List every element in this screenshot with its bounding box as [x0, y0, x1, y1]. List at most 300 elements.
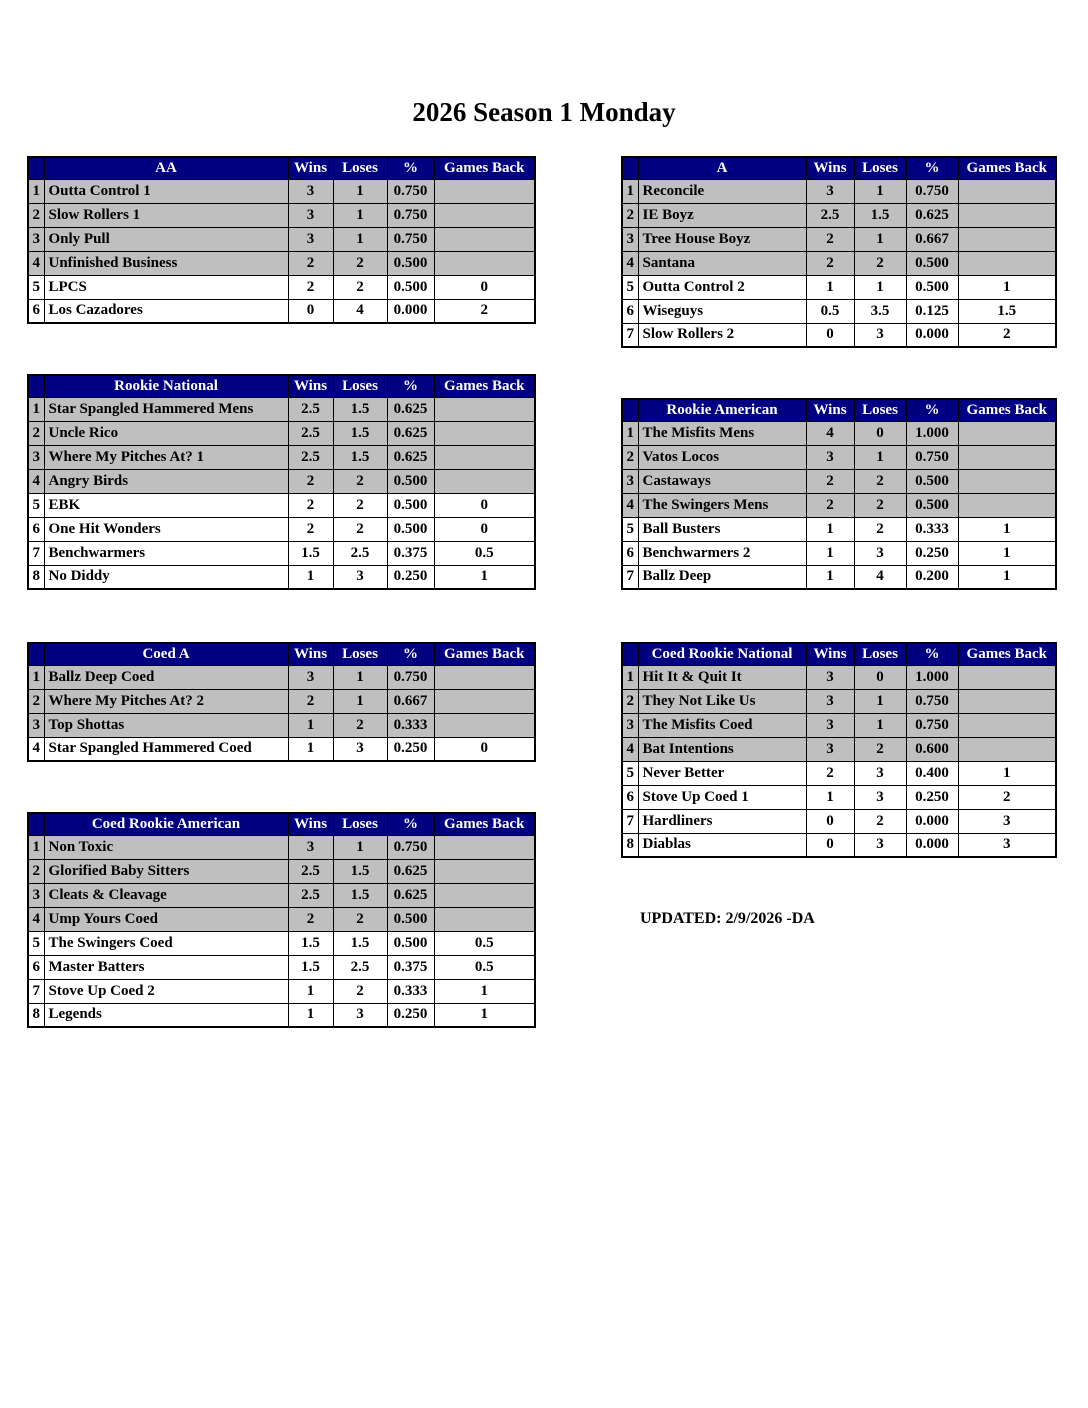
rank-cell: 4 [622, 737, 638, 761]
standings-table-rookie-american [621, 398, 1057, 590]
rank-cell: 2 [28, 421, 44, 445]
games-back-cell: 2 [434, 299, 535, 323]
loses-cell: 3 [854, 833, 906, 857]
loses-cell: 1 [333, 665, 387, 689]
team-name: Cleats & Cleavage [44, 883, 288, 907]
rank-cell: 8 [28, 565, 44, 589]
team-name: Outta Control 2 [638, 275, 806, 299]
table-row [28, 689, 535, 713]
table-row [28, 713, 535, 737]
loses-cell: 3 [854, 761, 906, 785]
rank-header-cell [622, 399, 638, 421]
table-row [622, 665, 1056, 689]
pct-cell: 0.375 [387, 955, 434, 979]
rank-cell: 4 [28, 469, 44, 493]
pct-cell: 0.625 [387, 445, 434, 469]
games-back-cell [958, 665, 1056, 689]
rank-cell: 3 [28, 713, 44, 737]
table-row [622, 541, 1056, 565]
table-row [28, 421, 535, 445]
team-name: Angry Birds [44, 469, 288, 493]
rank-cell: 1 [622, 421, 638, 445]
table-row [622, 689, 1056, 713]
loses-header: Loses [333, 643, 387, 665]
team-name: The Misfits Mens [638, 421, 806, 445]
games-back-cell [434, 251, 535, 275]
wins-cell: 1.5 [288, 931, 333, 955]
rank-header-cell [28, 813, 44, 835]
wins-cell: 3 [288, 203, 333, 227]
loses-cell: 2 [854, 517, 906, 541]
loses-cell: 1.5 [333, 397, 387, 421]
wins-cell: 1 [806, 517, 854, 541]
table-row [28, 469, 535, 493]
games-back-cell [434, 665, 535, 689]
pct-cell: 0.000 [906, 809, 958, 833]
loses-cell: 1 [333, 689, 387, 713]
rank-cell: 4 [622, 251, 638, 275]
table-row [28, 907, 535, 931]
rank-cell: 5 [28, 931, 44, 955]
loses-cell: 1 [854, 275, 906, 299]
pct-cell: 0.500 [387, 517, 434, 541]
wins-cell: 2 [806, 761, 854, 785]
pct-cell: 0.500 [387, 493, 434, 517]
pct-cell: 0.750 [906, 445, 958, 469]
games-back-cell [958, 493, 1056, 517]
table-row [622, 275, 1056, 299]
wins-cell: 2 [288, 907, 333, 931]
games-back-cell [434, 445, 535, 469]
table-row [28, 493, 535, 517]
wins-cell: 1 [288, 979, 333, 1003]
pct-header: % [906, 643, 958, 665]
table-row [622, 833, 1056, 857]
division-name: AA [44, 157, 288, 179]
rank-cell: 3 [28, 445, 44, 469]
team-name: Top Shottas [44, 713, 288, 737]
table-row [28, 541, 535, 565]
table-row [28, 737, 535, 761]
wins-cell: 2 [288, 517, 333, 541]
pct-cell: 0.500 [387, 275, 434, 299]
loses-cell: 1 [854, 445, 906, 469]
table-row [622, 809, 1056, 833]
games-back-cell [434, 227, 535, 251]
table-row [622, 469, 1056, 493]
team-name: Ballz Deep Coed [44, 665, 288, 689]
rank-cell: 6 [622, 541, 638, 565]
header-row [622, 399, 1056, 421]
pct-cell: 0.625 [387, 883, 434, 907]
wins-cell: 1 [288, 737, 333, 761]
rank-header-cell [28, 643, 44, 665]
table-row [28, 665, 535, 689]
rank-header-cell [28, 157, 44, 179]
pct-cell: 0.500 [906, 493, 958, 517]
games-back-cell [958, 737, 1056, 761]
rank-cell: 8 [28, 1003, 44, 1027]
rank-cell: 2 [28, 859, 44, 883]
table-row [28, 517, 535, 541]
pct-header: % [906, 399, 958, 421]
wins-cell: 1 [806, 541, 854, 565]
pct-cell: 0.400 [906, 761, 958, 785]
pct-header: % [387, 813, 434, 835]
team-name: Diablas [638, 833, 806, 857]
table-row [28, 397, 535, 421]
table-row [28, 251, 535, 275]
table-row [28, 275, 535, 299]
loses-header: Loses [854, 157, 906, 179]
pct-cell: 0.000 [387, 299, 434, 323]
rank-cell: 6 [28, 517, 44, 541]
pct-cell: 0.750 [387, 179, 434, 203]
wins-cell: 2.5 [288, 859, 333, 883]
table-row [28, 859, 535, 883]
table-row [28, 565, 535, 589]
wins-cell: 1 [806, 275, 854, 299]
standings-table-aa [27, 156, 536, 324]
table-row [622, 565, 1056, 589]
loses-cell: 1.5 [333, 859, 387, 883]
pct-cell: 0.500 [387, 931, 434, 955]
wins-header: Wins [288, 375, 333, 397]
team-name: Unfinished Business [44, 251, 288, 275]
loses-cell: 3 [854, 541, 906, 565]
table-row [28, 445, 535, 469]
team-name: Castaways [638, 469, 806, 493]
team-name: Only Pull [44, 227, 288, 251]
wins-cell: 2 [288, 251, 333, 275]
wins-cell: 3 [806, 179, 854, 203]
team-name: Ump Yours Coed [44, 907, 288, 931]
games-back-cell [958, 203, 1056, 227]
games-back-cell [958, 469, 1056, 493]
standings-table-coed-rookie-national [621, 642, 1057, 858]
team-name: Reconcile [638, 179, 806, 203]
wins-cell: 0 [288, 299, 333, 323]
loses-cell: 0 [854, 421, 906, 445]
games-back-header: Games Back [434, 157, 535, 179]
division-name: A [638, 157, 806, 179]
table-row [622, 251, 1056, 275]
loses-cell: 2 [333, 275, 387, 299]
games-back-cell [434, 397, 535, 421]
team-name: Star Spangled Hammered Mens [44, 397, 288, 421]
team-name: Slow Rollers 2 [638, 323, 806, 347]
loses-cell: 2 [333, 979, 387, 1003]
pct-header: % [906, 157, 958, 179]
games-back-cell: 0 [434, 517, 535, 541]
pct-cell: 0.600 [906, 737, 958, 761]
wins-cell: 4 [806, 421, 854, 445]
games-back-header: Games Back [434, 375, 535, 397]
games-back-header: Games Back [434, 813, 535, 835]
wins-cell: 2 [806, 227, 854, 251]
wins-cell: 0 [806, 323, 854, 347]
pct-cell: 0.750 [387, 835, 434, 859]
wins-cell: 2 [288, 275, 333, 299]
loses-cell: 1.5 [854, 203, 906, 227]
division-name: Rookie American [638, 399, 806, 421]
pct-cell: 0.750 [906, 179, 958, 203]
games-back-cell [434, 469, 535, 493]
pct-cell: 0.750 [387, 203, 434, 227]
wins-cell: 1.5 [288, 955, 333, 979]
rank-cell: 5 [622, 517, 638, 541]
table-row [622, 713, 1056, 737]
wins-cell: 1 [806, 565, 854, 589]
rank-cell: 1 [28, 179, 44, 203]
team-name: Where My Pitches At? 2 [44, 689, 288, 713]
wins-cell: 3 [806, 713, 854, 737]
wins-cell: 2.5 [288, 883, 333, 907]
loses-cell: 2 [854, 469, 906, 493]
loses-cell: 2 [333, 251, 387, 275]
loses-cell: 1 [854, 713, 906, 737]
standings-table-coed-rookie-american [27, 812, 536, 1028]
rank-cell: 3 [622, 227, 638, 251]
wins-cell: 3 [806, 737, 854, 761]
wins-cell: 2 [806, 493, 854, 517]
rank-cell: 5 [28, 493, 44, 517]
wins-cell: 3 [806, 445, 854, 469]
wins-cell: 2.5 [288, 421, 333, 445]
games-back-cell: 0.5 [434, 955, 535, 979]
pct-cell: 0.625 [387, 397, 434, 421]
games-back-cell [434, 835, 535, 859]
rank-cell: 7 [622, 565, 638, 589]
games-back-cell: 1 [958, 761, 1056, 785]
loses-cell: 3 [333, 1003, 387, 1027]
team-name: The Misfits Coed [638, 713, 806, 737]
loses-cell: 1 [333, 179, 387, 203]
rank-header-cell [622, 157, 638, 179]
games-back-header: Games Back [958, 157, 1056, 179]
loses-header: Loses [333, 157, 387, 179]
games-back-cell [434, 179, 535, 203]
games-back-cell [958, 445, 1056, 469]
table-row [622, 203, 1056, 227]
loses-header: Loses [854, 643, 906, 665]
pct-cell: 0.250 [906, 541, 958, 565]
games-back-cell [434, 689, 535, 713]
pct-cell: 0.125 [906, 299, 958, 323]
team-name: Stove Up Coed 1 [638, 785, 806, 809]
table-row [622, 421, 1056, 445]
table-row [28, 931, 535, 955]
wins-cell: 0 [806, 809, 854, 833]
loses-header: Loses [333, 813, 387, 835]
games-back-header: Games Back [958, 643, 1056, 665]
table-row [28, 203, 535, 227]
loses-cell: 1.5 [333, 445, 387, 469]
wins-cell: 2 [288, 493, 333, 517]
table-row [622, 737, 1056, 761]
games-back-cell: 2 [958, 323, 1056, 347]
wins-cell: 3 [288, 835, 333, 859]
page-title: 2026 Season 1 Monday [412, 97, 676, 127]
pct-cell: 0.500 [387, 469, 434, 493]
wins-cell: 1 [288, 565, 333, 589]
wins-cell: 2.5 [806, 203, 854, 227]
loses-cell: 2 [333, 469, 387, 493]
rank-cell: 4 [28, 907, 44, 931]
rank-cell: 4 [28, 737, 44, 761]
header-row [28, 813, 535, 835]
pct-cell: 0.500 [906, 275, 958, 299]
table-row [622, 785, 1056, 809]
wins-cell: 2 [806, 251, 854, 275]
wins-cell: 2 [288, 469, 333, 493]
pct-cell: 0.000 [906, 323, 958, 347]
games-back-cell: 0 [434, 737, 535, 761]
division-name: Coed A [44, 643, 288, 665]
games-back-cell [958, 421, 1056, 445]
table-row [28, 979, 535, 1003]
pct-cell: 0.333 [906, 517, 958, 541]
team-name: Non Toxic [44, 835, 288, 859]
games-back-cell: 2 [958, 785, 1056, 809]
team-name: Santana [638, 251, 806, 275]
wins-cell: 1 [288, 713, 333, 737]
games-back-header: Games Back [958, 399, 1056, 421]
loses-cell: 2 [854, 809, 906, 833]
rank-cell: 3 [622, 469, 638, 493]
team-name: EBK [44, 493, 288, 517]
rank-cell: 7 [622, 809, 638, 833]
rank-cell: 4 [28, 251, 44, 275]
loses-cell: 3 [333, 565, 387, 589]
loses-cell: 2.5 [333, 541, 387, 565]
pct-cell: 0.667 [906, 227, 958, 251]
table-row [28, 179, 535, 203]
pct-cell: 0.500 [387, 907, 434, 931]
loses-cell: 3 [333, 737, 387, 761]
pct-cell: 0.750 [906, 713, 958, 737]
wins-cell: 1.5 [288, 541, 333, 565]
loses-cell: 3.5 [854, 299, 906, 323]
wins-cell: 2.5 [288, 445, 333, 469]
rank-cell: 1 [622, 665, 638, 689]
rank-cell: 1 [28, 397, 44, 421]
pct-cell: 0.750 [387, 227, 434, 251]
standings-table-rookie-national [27, 374, 536, 590]
team-name: The Swingers Mens [638, 493, 806, 517]
rank-cell: 8 [622, 833, 638, 857]
games-back-cell: 3 [958, 809, 1056, 833]
rank-cell: 2 [28, 203, 44, 227]
table-row [28, 955, 535, 979]
pct-header: % [387, 375, 434, 397]
loses-cell: 4 [854, 565, 906, 589]
pct-cell: 1.000 [906, 665, 958, 689]
team-name: Ballz Deep [638, 565, 806, 589]
loses-cell: 4 [333, 299, 387, 323]
pct-cell: 0.250 [387, 1003, 434, 1027]
loses-cell: 2.5 [333, 955, 387, 979]
wins-cell: 2.5 [288, 397, 333, 421]
rank-cell: 1 [28, 835, 44, 859]
table-row [622, 227, 1056, 251]
games-back-header: Games Back [434, 643, 535, 665]
rank-cell: 5 [28, 275, 44, 299]
pct-cell: 0.333 [387, 979, 434, 1003]
rank-cell: 7 [28, 541, 44, 565]
loses-cell: 2 [333, 493, 387, 517]
loses-cell: 2 [333, 713, 387, 737]
wins-cell: 3 [288, 665, 333, 689]
games-back-cell: 1 [958, 275, 1056, 299]
games-back-cell [434, 421, 535, 445]
rank-cell: 2 [622, 445, 638, 469]
table-row [622, 299, 1056, 323]
rank-cell: 6 [622, 785, 638, 809]
team-name: Vatos Locos [638, 445, 806, 469]
games-back-cell: 0.5 [434, 541, 535, 565]
team-name: The Swingers Coed [44, 931, 288, 955]
table-row [622, 517, 1056, 541]
rank-cell: 4 [622, 493, 638, 517]
rank-cell: 2 [622, 203, 638, 227]
rank-cell: 7 [622, 323, 638, 347]
pct-cell: 1.000 [906, 421, 958, 445]
wins-cell: 2 [806, 469, 854, 493]
updated-note: UPDATED: 2/9/2026 -DA [640, 910, 815, 927]
team-name: Hit It & Quit It [638, 665, 806, 689]
team-name: Benchwarmers 2 [638, 541, 806, 565]
games-back-cell: 1 [434, 1003, 535, 1027]
wins-header: Wins [288, 813, 333, 835]
pct-cell: 0.500 [906, 251, 958, 275]
wins-cell: 2 [288, 689, 333, 713]
games-back-cell: 1.5 [958, 299, 1056, 323]
team-name: Bat Intentions [638, 737, 806, 761]
wins-cell: 3 [806, 689, 854, 713]
team-name: One Hit Wonders [44, 517, 288, 541]
team-name: Wiseguys [638, 299, 806, 323]
rank-cell: 2 [622, 689, 638, 713]
wins-header: Wins [806, 157, 854, 179]
loses-cell: 1 [333, 227, 387, 251]
table-row [28, 835, 535, 859]
rank-cell: 1 [28, 665, 44, 689]
pct-cell: 0.750 [387, 665, 434, 689]
pct-header: % [387, 643, 434, 665]
pct-cell: 0.000 [906, 833, 958, 857]
pct-cell: 0.625 [387, 859, 434, 883]
pct-cell: 0.250 [387, 565, 434, 589]
wins-cell: 1 [806, 785, 854, 809]
games-back-cell: 0.5 [434, 931, 535, 955]
pct-cell: 0.250 [387, 737, 434, 761]
games-back-cell: 0 [434, 275, 535, 299]
games-back-cell: 1 [958, 565, 1056, 589]
team-name: Glorified Baby Sitters [44, 859, 288, 883]
wins-cell: 0 [806, 833, 854, 857]
team-name: Los Cazadores [44, 299, 288, 323]
rank-cell: 3 [622, 713, 638, 737]
team-name: They Not Like Us [638, 689, 806, 713]
games-back-cell [434, 907, 535, 931]
team-name: Legends [44, 1003, 288, 1027]
wins-cell: 3 [806, 665, 854, 689]
loses-cell: 3 [854, 785, 906, 809]
rank-cell: 5 [622, 275, 638, 299]
team-name: Master Batters [44, 955, 288, 979]
loses-cell: 1.5 [333, 421, 387, 445]
